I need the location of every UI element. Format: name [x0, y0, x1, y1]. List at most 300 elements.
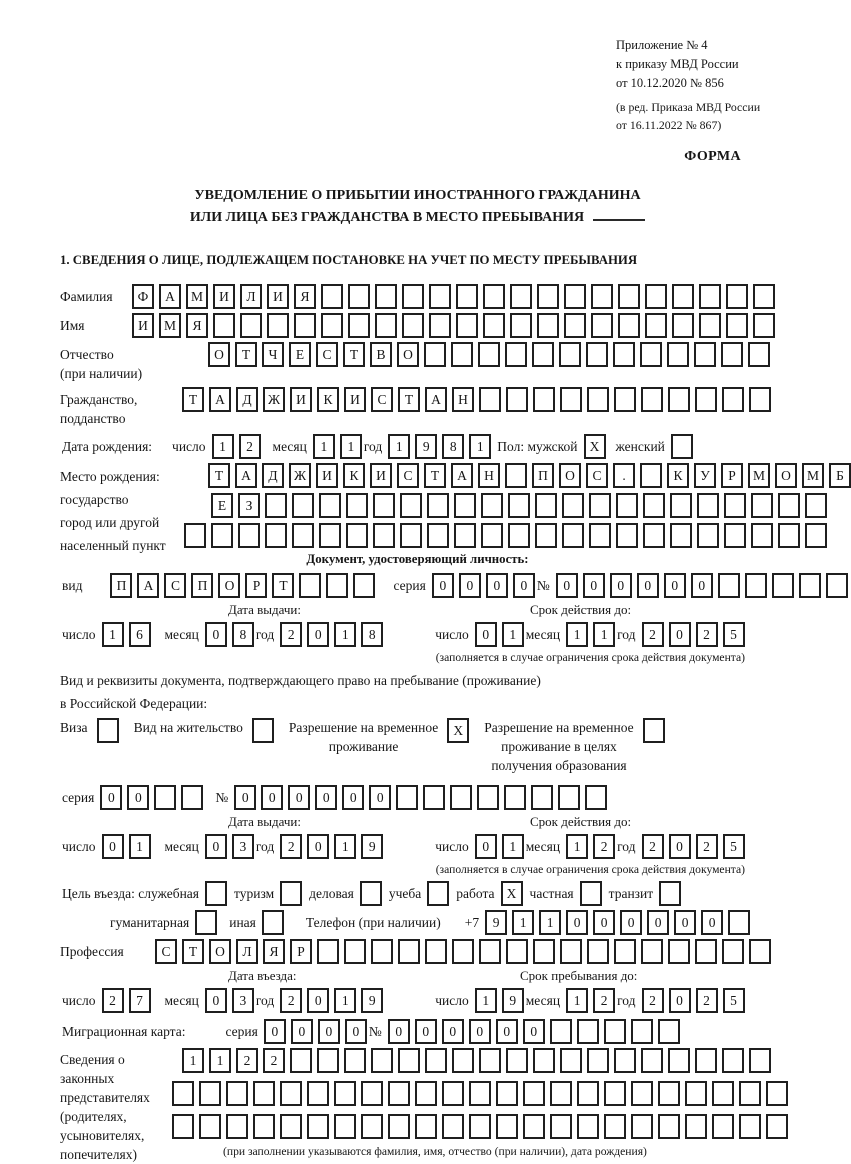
legal-representatives-row-3-cell-20[interactable] [685, 1114, 707, 1139]
given-name-cell-16[interactable] [537, 313, 559, 338]
legal-representatives-row-2-cell-19[interactable] [658, 1081, 680, 1106]
given-name-cell-14[interactable] [483, 313, 505, 338]
patronymic-cell-11[interactable] [478, 342, 500, 367]
patronymic-cell-6[interactable]: Т [343, 342, 365, 367]
birth-place-row-1-cell-14[interactable]: О [559, 463, 581, 488]
legal-representatives-row-3-cell-14[interactable] [523, 1114, 545, 1139]
doc-number-cell-11[interactable] [826, 573, 848, 598]
stay-expiry-month-cell-2[interactable]: 2 [593, 834, 615, 859]
birth-place-row-2-cell-23[interactable] [805, 493, 827, 518]
profession-cell-19[interactable] [641, 939, 663, 964]
stay-number-cell-9[interactable] [450, 785, 472, 810]
stay-expiry-day-cell-2[interactable]: 1 [502, 834, 524, 859]
birth-place-row-3-cell-5[interactable] [292, 523, 314, 548]
purpose-transit-cell-1[interactable] [659, 881, 681, 906]
patronymic-cell-20[interactable] [721, 342, 743, 367]
stay-issue-month-cell-1[interactable]: 0 [205, 834, 227, 859]
doc-issue-day-cell-2[interactable]: 6 [129, 622, 151, 647]
given-name-cell-2[interactable]: М [159, 313, 181, 338]
phone-cell-5[interactable]: 0 [593, 910, 615, 935]
doc-type-cell-5[interactable]: О [218, 573, 240, 598]
patronymic-cell-18[interactable] [667, 342, 689, 367]
given-name-cell-9[interactable] [348, 313, 370, 338]
legal-representatives-row-1-cell-15[interactable] [560, 1048, 582, 1073]
birth-year-cell-2[interactable]: 9 [415, 434, 437, 459]
legal-representatives-row-3-cell-7[interactable] [334, 1114, 356, 1139]
doc-issue-day-cell-1[interactable]: 1 [102, 622, 124, 647]
legal-representatives-row-3-cell-22[interactable] [739, 1114, 761, 1139]
patronymic-cell-19[interactable] [694, 342, 716, 367]
patronymic-cell-10[interactable] [451, 342, 473, 367]
legal-representatives-row-1-cell-12[interactable] [479, 1048, 501, 1073]
birth-place-row-2-cell-22[interactable] [778, 493, 800, 518]
profession-cell-9[interactable] [371, 939, 393, 964]
doc-type-cell-8[interactable] [299, 573, 321, 598]
given-name-cell-18[interactable] [591, 313, 613, 338]
birth-place-row-1-cell-20[interactable]: Р [721, 463, 743, 488]
legal-representatives-row-3-cell-21[interactable] [712, 1114, 734, 1139]
given-name-cell-13[interactable] [456, 313, 478, 338]
phone-cell-1[interactable]: 9 [485, 910, 507, 935]
legal-representatives-row-1-cell-8[interactable] [371, 1048, 393, 1073]
stay-issue-day-cell-2[interactable]: 1 [129, 834, 151, 859]
legal-representatives-row-1-cell-3[interactable]: 2 [236, 1048, 258, 1073]
birth-year-cell-1[interactable]: 1 [388, 434, 410, 459]
legal-representatives-row-3-cell-2[interactable] [199, 1114, 221, 1139]
surname-cell-3[interactable]: М [186, 284, 208, 309]
stay-issue-year-cell-3[interactable]: 1 [334, 834, 356, 859]
stay-until-month-cell-2[interactable]: 2 [593, 988, 615, 1013]
birth-place-row-1-cell-16[interactable]: . [613, 463, 635, 488]
phone-cell-2[interactable]: 1 [512, 910, 534, 935]
patronymic-cell-9[interactable] [424, 342, 446, 367]
patronymic-cell-3[interactable]: Ч [262, 342, 284, 367]
citizenship-cell-1[interactable]: Т [182, 387, 204, 412]
legal-representatives-row-1-cell-13[interactable] [506, 1048, 528, 1073]
mc-series-cell-3[interactable]: 0 [318, 1019, 340, 1044]
doc-issue-year-cell-3[interactable]: 1 [334, 622, 356, 647]
patronymic-cell-5[interactable]: С [316, 342, 338, 367]
doc-number-cell-2[interactable]: 0 [583, 573, 605, 598]
birth-place-row-3-cell-24[interactable] [805, 523, 827, 548]
mc-number-cell-1[interactable]: 0 [388, 1019, 410, 1044]
profession-cell-16[interactable] [560, 939, 582, 964]
citizenship-cell-21[interactable] [722, 387, 744, 412]
legal-representatives-row-3-cell-23[interactable] [766, 1114, 788, 1139]
birth-place-row-1-cell-10[interactable]: А [451, 463, 473, 488]
birth-place-row-2-cell-16[interactable] [616, 493, 638, 518]
legal-representatives-row-3-cell-4[interactable] [253, 1114, 275, 1139]
surname-cell-17[interactable] [564, 284, 586, 309]
legal-representatives-row-2-cell-12[interactable] [469, 1081, 491, 1106]
profession-cell-6[interactable]: Р [290, 939, 312, 964]
stay-number-cell-8[interactable] [423, 785, 445, 810]
stay-until-year-cell-2[interactable]: 0 [669, 988, 691, 1013]
legal-representatives-row-1-cell-1[interactable]: 1 [182, 1048, 204, 1073]
birth-place-row-2-cell-4[interactable] [292, 493, 314, 518]
mc-number-cell-8[interactable] [577, 1019, 599, 1044]
birth-place-row-3-cell-15[interactable] [562, 523, 584, 548]
legal-representatives-row-3-cell-9[interactable] [388, 1114, 410, 1139]
birth-place-row-3-cell-11[interactable] [454, 523, 476, 548]
stay-expiry-year-cell-1[interactable]: 2 [642, 834, 664, 859]
stay-number-cell-11[interactable] [504, 785, 526, 810]
legal-representatives-row-2-cell-13[interactable] [496, 1081, 518, 1106]
legal-representatives-row-2-cell-6[interactable] [307, 1081, 329, 1106]
given-name-cell-17[interactable] [564, 313, 586, 338]
given-name-cell-5[interactable] [240, 313, 262, 338]
citizenship-cell-19[interactable] [668, 387, 690, 412]
birth-place-row-2-cell-11[interactable] [481, 493, 503, 518]
given-name-cell-6[interactable] [267, 313, 289, 338]
legal-representatives-row-3-cell-8[interactable] [361, 1114, 383, 1139]
given-name-cell-8[interactable] [321, 313, 343, 338]
doc-number-cell-10[interactable] [799, 573, 821, 598]
legal-representatives-row-1-cell-22[interactable] [749, 1048, 771, 1073]
birth-place-row-2-cell-18[interactable] [670, 493, 692, 518]
doc-expiry-year-cell-4[interactable]: 5 [723, 622, 745, 647]
legal-representatives-row-2-cell-21[interactable] [712, 1081, 734, 1106]
legal-representatives-row-2-cell-17[interactable] [604, 1081, 626, 1106]
patronymic-cell-8[interactable]: О [397, 342, 419, 367]
surname-cell-16[interactable] [537, 284, 559, 309]
sex-male-cell-1[interactable]: X [584, 434, 606, 459]
mc-number-cell-9[interactable] [604, 1019, 626, 1044]
mc-number-cell-5[interactable]: 0 [496, 1019, 518, 1044]
legal-representatives-row-1-cell-5[interactable] [290, 1048, 312, 1073]
doc-number-cell-8[interactable] [745, 573, 767, 598]
birth-place-row-3-cell-18[interactable] [643, 523, 665, 548]
surname-cell-1[interactable]: Ф [132, 284, 154, 309]
given-name-cell-21[interactable] [672, 313, 694, 338]
mc-number-cell-10[interactable] [631, 1019, 653, 1044]
birth-place-row-2-cell-8[interactable] [400, 493, 422, 518]
doc-issue-month-cell-2[interactable]: 8 [232, 622, 254, 647]
stay-expiry-day-cell-1[interactable]: 0 [475, 834, 497, 859]
doc-expiry-year-cell-1[interactable]: 2 [642, 622, 664, 647]
patronymic-cell-15[interactable] [586, 342, 608, 367]
citizenship-cell-10[interactable]: А [425, 387, 447, 412]
legal-representatives-row-1-cell-18[interactable] [641, 1048, 663, 1073]
citizenship-cell-22[interactable] [749, 387, 771, 412]
surname-cell-2[interactable]: А [159, 284, 181, 309]
profession-cell-5[interactable]: Я [263, 939, 285, 964]
doc-type-cell-7[interactable]: Т [272, 573, 294, 598]
stay-until-day-cell-1[interactable]: 1 [475, 988, 497, 1013]
doc-issue-year-cell-4[interactable]: 8 [361, 622, 383, 647]
stay-number-cell-5[interactable]: 0 [342, 785, 364, 810]
surname-cell-6[interactable]: И [267, 284, 289, 309]
birth-place-row-1-cell-3[interactable]: Д [262, 463, 284, 488]
legal-representatives-row-2-cell-9[interactable] [388, 1081, 410, 1106]
birth-place-row-3-cell-2[interactable] [211, 523, 233, 548]
phone-cell-7[interactable]: 0 [647, 910, 669, 935]
stay-issue-year-cell-2[interactable]: 0 [307, 834, 329, 859]
legal-representatives-row-1-cell-11[interactable] [452, 1048, 474, 1073]
birth-place-row-1-cell-4[interactable]: Ж [289, 463, 311, 488]
given-name-cell-7[interactable] [294, 313, 316, 338]
doc-number-cell-9[interactable] [772, 573, 794, 598]
citizenship-cell-16[interactable] [587, 387, 609, 412]
legal-representatives-row-2-cell-4[interactable] [253, 1081, 275, 1106]
mc-number-cell-3[interactable]: 0 [442, 1019, 464, 1044]
purpose-other-cell-1[interactable] [262, 910, 284, 935]
birth-place-row-3-cell-16[interactable] [589, 523, 611, 548]
birth-place-row-2-cell-2[interactable]: З [238, 493, 260, 518]
profession-cell-11[interactable] [425, 939, 447, 964]
birth-day-cell-1[interactable]: 1 [212, 434, 234, 459]
birth-day-cell-2[interactable]: 2 [239, 434, 261, 459]
birth-place-row-1-cell-1[interactable]: Т [208, 463, 230, 488]
birth-place-row-3-cell-8[interactable] [373, 523, 395, 548]
legal-representatives-row-2-cell-22[interactable] [739, 1081, 761, 1106]
legal-representatives-row-2-cell-2[interactable] [199, 1081, 221, 1106]
birth-place-row-1-cell-21[interactable]: М [748, 463, 770, 488]
legal-representatives-row-3-cell-19[interactable] [658, 1114, 680, 1139]
purpose-business-cell-1[interactable] [360, 881, 382, 906]
legal-representatives-row-2-cell-20[interactable] [685, 1081, 707, 1106]
doc-series-cell-2[interactable]: 0 [459, 573, 481, 598]
surname-cell-20[interactable] [645, 284, 667, 309]
legal-representatives-row-2-cell-15[interactable] [550, 1081, 572, 1106]
legal-representatives-row-3-cell-11[interactable] [442, 1114, 464, 1139]
legal-representatives-row-2-cell-3[interactable] [226, 1081, 248, 1106]
entry-month-cell-1[interactable]: 0 [205, 988, 227, 1013]
purpose-official-cell-1[interactable] [205, 881, 227, 906]
stay-issue-day-cell-1[interactable]: 0 [102, 834, 124, 859]
doc-type-cell-10[interactable] [353, 573, 375, 598]
birth-place-row-2-cell-17[interactable] [643, 493, 665, 518]
mc-number-cell-6[interactable]: 0 [523, 1019, 545, 1044]
purpose-private-cell-1[interactable] [580, 881, 602, 906]
birth-place-row-1-cell-5[interactable]: И [316, 463, 338, 488]
doc-expiry-day-cell-1[interactable]: 0 [475, 622, 497, 647]
surname-cell-4[interactable]: И [213, 284, 235, 309]
stay-issue-year-cell-4[interactable]: 9 [361, 834, 383, 859]
stay-until-year-cell-4[interactable]: 5 [723, 988, 745, 1013]
surname-cell-19[interactable] [618, 284, 640, 309]
doc-number-cell-5[interactable]: 0 [664, 573, 686, 598]
mc-number-cell-11[interactable] [658, 1019, 680, 1044]
legal-representatives-row-2-cell-23[interactable] [766, 1081, 788, 1106]
profession-cell-10[interactable] [398, 939, 420, 964]
legal-representatives-row-3-cell-1[interactable] [172, 1114, 194, 1139]
citizenship-cell-3[interactable]: Д [236, 387, 258, 412]
legal-representatives-row-1-cell-7[interactable] [344, 1048, 366, 1073]
birth-place-row-1-cell-7[interactable]: И [370, 463, 392, 488]
birth-place-row-2-cell-15[interactable] [589, 493, 611, 518]
legal-representatives-row-3-cell-17[interactable] [604, 1114, 626, 1139]
phone-cell-10[interactable] [728, 910, 750, 935]
doc-type-cell-2[interactable]: А [137, 573, 159, 598]
mc-number-cell-7[interactable] [550, 1019, 572, 1044]
birth-place-row-2-cell-9[interactable] [427, 493, 449, 518]
legal-representatives-row-3-cell-13[interactable] [496, 1114, 518, 1139]
profession-cell-3[interactable]: О [209, 939, 231, 964]
birth-place-row-1-cell-12[interactable] [505, 463, 527, 488]
birth-place-row-1-cell-9[interactable]: Т [424, 463, 446, 488]
entry-year-cell-2[interactable]: 0 [307, 988, 329, 1013]
entry-year-cell-1[interactable]: 2 [280, 988, 302, 1013]
entry-day-cell-2[interactable]: 7 [129, 988, 151, 1013]
legal-representatives-row-1-cell-21[interactable] [722, 1048, 744, 1073]
citizenship-cell-11[interactable]: Н [452, 387, 474, 412]
profession-cell-23[interactable] [749, 939, 771, 964]
birth-year-cell-4[interactable]: 1 [469, 434, 491, 459]
legal-representatives-row-1-cell-10[interactable] [425, 1048, 447, 1073]
legal-representatives-row-3-cell-15[interactable] [550, 1114, 572, 1139]
given-name-cell-15[interactable] [510, 313, 532, 338]
surname-cell-9[interactable] [348, 284, 370, 309]
birth-place-row-3-cell-22[interactable] [751, 523, 773, 548]
doc-number-cell-6[interactable]: 0 [691, 573, 713, 598]
surname-cell-15[interactable] [510, 284, 532, 309]
doc-number-cell-1[interactable]: 0 [556, 573, 578, 598]
stay-until-day-cell-2[interactable]: 9 [502, 988, 524, 1013]
phone-cell-4[interactable]: 0 [566, 910, 588, 935]
mc-series-cell-2[interactable]: 0 [291, 1019, 313, 1044]
profession-cell-15[interactable] [533, 939, 555, 964]
doc-number-cell-4[interactable]: 0 [637, 573, 659, 598]
stay-number-cell-3[interactable]: 0 [288, 785, 310, 810]
given-name-cell-24[interactable] [753, 313, 775, 338]
given-name-cell-19[interactable] [618, 313, 640, 338]
patronymic-cell-17[interactable] [640, 342, 662, 367]
phone-cell-3[interactable]: 1 [539, 910, 561, 935]
profession-cell-17[interactable] [587, 939, 609, 964]
birth-place-row-3-cell-7[interactable] [346, 523, 368, 548]
profession-cell-12[interactable] [452, 939, 474, 964]
phone-cell-6[interactable]: 0 [620, 910, 642, 935]
profession-cell-21[interactable] [695, 939, 717, 964]
profession-cell-20[interactable] [668, 939, 690, 964]
surname-cell-18[interactable] [591, 284, 613, 309]
stay-number-cell-6[interactable]: 0 [369, 785, 391, 810]
citizenship-cell-9[interactable]: Т [398, 387, 420, 412]
birth-place-row-2-cell-12[interactable] [508, 493, 530, 518]
stay-number-cell-2[interactable]: 0 [261, 785, 283, 810]
birth-place-row-1-cell-19[interactable]: У [694, 463, 716, 488]
surname-cell-13[interactable] [456, 284, 478, 309]
birth-place-row-1-cell-24[interactable]: Б [829, 463, 851, 488]
birth-place-row-3-cell-3[interactable] [238, 523, 260, 548]
doc-type-cell-9[interactable] [326, 573, 348, 598]
given-name-cell-4[interactable] [213, 313, 235, 338]
birth-place-row-1-cell-8[interactable]: С [397, 463, 419, 488]
birth-month-cell-1[interactable]: 1 [313, 434, 335, 459]
stay-number-cell-1[interactable]: 0 [234, 785, 256, 810]
citizenship-cell-15[interactable] [560, 387, 582, 412]
patronymic-cell-4[interactable]: Е [289, 342, 311, 367]
legal-representatives-row-1-cell-9[interactable] [398, 1048, 420, 1073]
birth-place-row-1-cell-15[interactable]: С [586, 463, 608, 488]
profession-cell-7[interactable] [317, 939, 339, 964]
doc-type-cell-6[interactable]: Р [245, 573, 267, 598]
entry-year-cell-4[interactable]: 9 [361, 988, 383, 1013]
profession-cell-1[interactable]: С [155, 939, 177, 964]
birth-place-row-3-cell-17[interactable] [616, 523, 638, 548]
given-name-cell-12[interactable] [429, 313, 451, 338]
stay-series-cell-2[interactable]: 0 [127, 785, 149, 810]
doc-type-cell-1[interactable]: П [110, 573, 132, 598]
profession-cell-2[interactable]: Т [182, 939, 204, 964]
doc-type-cell-4[interactable]: П [191, 573, 213, 598]
birth-place-row-1-cell-2[interactable]: А [235, 463, 257, 488]
birth-place-row-1-cell-23[interactable]: М [802, 463, 824, 488]
stay-number-cell-14[interactable] [585, 785, 607, 810]
citizenship-cell-6[interactable]: К [317, 387, 339, 412]
legal-representatives-row-3-cell-6[interactable] [307, 1114, 329, 1139]
patronymic-cell-14[interactable] [559, 342, 581, 367]
legal-representatives-row-2-cell-1[interactable] [172, 1081, 194, 1106]
surname-cell-22[interactable] [699, 284, 721, 309]
legal-representatives-row-3-cell-5[interactable] [280, 1114, 302, 1139]
stay-number-cell-7[interactable] [396, 785, 418, 810]
birth-place-row-3-cell-23[interactable] [778, 523, 800, 548]
birth-place-row-1-cell-18[interactable]: К [667, 463, 689, 488]
legal-representatives-row-3-cell-16[interactable] [577, 1114, 599, 1139]
given-name-cell-10[interactable] [375, 313, 397, 338]
birth-year-cell-3[interactable]: 8 [442, 434, 464, 459]
citizenship-cell-2[interactable]: А [209, 387, 231, 412]
citizenship-cell-5[interactable]: И [290, 387, 312, 412]
birth-place-row-3-cell-14[interactable] [535, 523, 557, 548]
stay-issue-year-cell-1[interactable]: 2 [280, 834, 302, 859]
birth-place-row-2-cell-20[interactable] [724, 493, 746, 518]
stay-until-month-cell-1[interactable]: 1 [566, 988, 588, 1013]
birth-place-row-1-cell-11[interactable]: Н [478, 463, 500, 488]
patronymic-cell-12[interactable] [505, 342, 527, 367]
legal-representatives-row-1-cell-2[interactable]: 1 [209, 1048, 231, 1073]
birth-place-row-2-cell-1[interactable]: Е [211, 493, 233, 518]
legal-representatives-row-2-cell-14[interactable] [523, 1081, 545, 1106]
birth-place-row-2-cell-10[interactable] [454, 493, 476, 518]
legal-representatives-row-1-cell-17[interactable] [614, 1048, 636, 1073]
entry-day-cell-1[interactable]: 2 [102, 988, 124, 1013]
birth-place-row-3-cell-4[interactable] [265, 523, 287, 548]
stay-series-cell-4[interactable] [181, 785, 203, 810]
purpose-study-cell-1[interactable] [427, 881, 449, 906]
doc-issue-year-cell-1[interactable]: 2 [280, 622, 302, 647]
doc-expiry-year-cell-2[interactable]: 0 [669, 622, 691, 647]
legal-representatives-row-2-cell-7[interactable] [334, 1081, 356, 1106]
profession-cell-14[interactable] [506, 939, 528, 964]
legal-representatives-row-1-cell-16[interactable] [587, 1048, 609, 1073]
surname-cell-12[interactable] [429, 284, 451, 309]
legal-representatives-row-3-cell-12[interactable] [469, 1114, 491, 1139]
stay-expiry-year-cell-2[interactable]: 0 [669, 834, 691, 859]
birth-place-row-3-cell-1[interactable] [184, 523, 206, 548]
surname-cell-7[interactable]: Я [294, 284, 316, 309]
given-name-cell-23[interactable] [726, 313, 748, 338]
birth-place-row-1-cell-17[interactable] [640, 463, 662, 488]
profession-cell-18[interactable] [614, 939, 636, 964]
sex-female-cell-1[interactable] [671, 434, 693, 459]
stay-expiry-year-cell-4[interactable]: 5 [723, 834, 745, 859]
doc-series-cell-1[interactable]: 0 [432, 573, 454, 598]
stay-doc-type-visa-checkbox-cell-1[interactable] [97, 718, 119, 743]
legal-representatives-row-2-cell-10[interactable] [415, 1081, 437, 1106]
patronymic-cell-16[interactable] [613, 342, 635, 367]
stay-until-year-cell-1[interactable]: 2 [642, 988, 664, 1013]
stay-number-cell-12[interactable] [531, 785, 553, 810]
citizenship-cell-13[interactable] [506, 387, 528, 412]
surname-cell-10[interactable] [375, 284, 397, 309]
stay-expiry-month-cell-1[interactable]: 1 [566, 834, 588, 859]
birth-place-row-2-cell-3[interactable] [265, 493, 287, 518]
birth-place-row-3-cell-10[interactable] [427, 523, 449, 548]
purpose-humanitarian-cell-1[interactable] [195, 910, 217, 935]
